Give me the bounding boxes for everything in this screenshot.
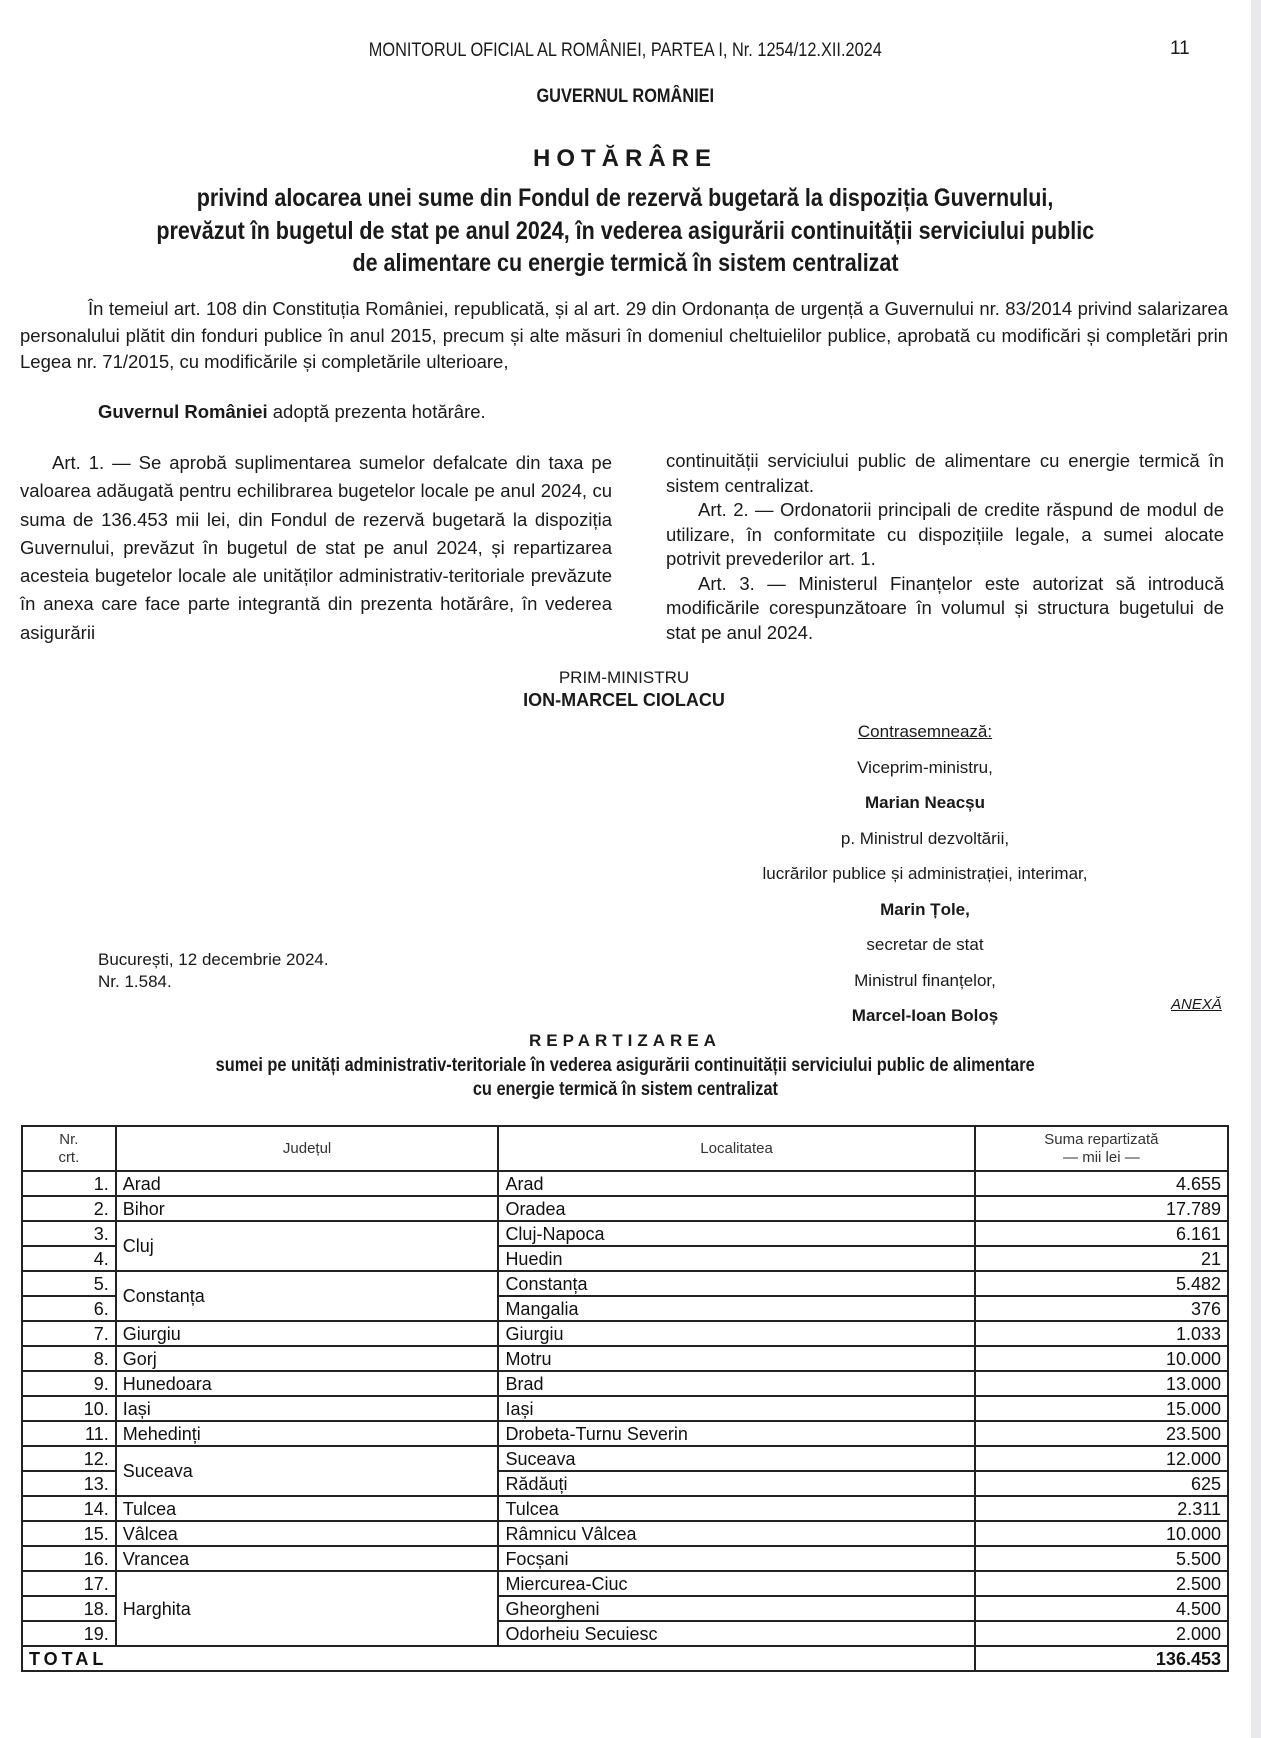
cell-sum: 2.311	[975, 1496, 1228, 1521]
cell-sum: 5.482	[975, 1271, 1228, 1296]
preamble-text: În temeiul art. 108 din Constituția României, republicată, și al art. 29 din Ordonanța de urgență a Guvernului nr. 83/2014 privind salarizarea personalului plătit din fonduri publice în anul 2015, precum și alte măsuri în domeniul cheltuielilor publice, aprobată cu modificări și completări prin Legea nr. 71/2015, cu modificările și completările ulterioare,	[20, 298, 1228, 372]
countersign-line: Ministrul finanțelor,	[854, 970, 996, 990]
cell-locality: Iași	[498, 1396, 974, 1421]
total-label: TOTAL	[22, 1646, 975, 1671]
page-edge-shadow	[1251, 0, 1261, 1738]
table-row	[22, 1521, 1228, 1546]
cell-nr: 6.	[22, 1296, 116, 1321]
document-number: Nr. 1.584.	[98, 972, 172, 991]
cell-locality: Odorheiu Secuiesc	[498, 1621, 974, 1646]
cell-sum: 12.000	[975, 1446, 1228, 1471]
countersign-line: Viceprim-ministru,	[857, 757, 993, 777]
title-line-2-text: prevăzut în bugetul de stat pe anul 2024, în vederea asigurării continuității serviciului public	[156, 217, 1094, 245]
cell-nr: 14.	[22, 1496, 116, 1521]
table-row	[22, 1396, 1228, 1421]
countersign-label: Contrasemnează:	[857, 722, 993, 741]
cell-sum: 10.000	[975, 1521, 1228, 1546]
column-header-county: Județul	[116, 1126, 499, 1171]
cell-nr: 8.	[22, 1346, 116, 1371]
cell-nr: 16.	[22, 1546, 116, 1571]
cell-nr: 5.	[22, 1271, 116, 1296]
cell-nr: 19.	[22, 1621, 116, 1646]
cell-locality: Mangalia	[498, 1296, 974, 1321]
table-row	[22, 1271, 1228, 1296]
table-total-row	[22, 1646, 1228, 1671]
article-1: Art. 1. — Se aprobă suplimentarea sumelor defalcate din taxa pe valoarea adăugată pentru echilibrarea bugetelor locale pe anul 2024, cu suma de 136.453 mii lei, din Fondul de rezervă bugetară la dispoziția Guvernului, prevăzut în bugetul de stat pe anul 2024, și repartizarea acesteia bugetelor locale ale unităților administrativ-teritoriale prevăzute în anexa care face parte integrantă din prezenta hotărâre, în vederea asigurării	[20, 452, 612, 643]
countersign-line: lucrărilor publice și administrației, interimar,	[762, 864, 1088, 883]
cell-nr: 11.	[22, 1421, 116, 1446]
adoption-text: adoptă prezenta hotărâre.	[267, 401, 486, 422]
column-header-nr-line1: Nr.	[59, 1130, 79, 1148]
countersign-name: Marcel-Ioan Boloș	[851, 1006, 999, 1025]
cell-locality: Huedin	[498, 1246, 974, 1271]
cell-county: Cluj	[116, 1221, 499, 1271]
cell-locality: Rădăuți	[498, 1471, 974, 1496]
cell-nr: 4.	[22, 1246, 116, 1271]
countersign-name: Marian Neacșu	[865, 793, 985, 812]
title-line-2	[0, 217, 1250, 246]
cell-locality: Gheorgheni	[498, 1596, 974, 1621]
cell-sum: 6.161	[975, 1221, 1228, 1246]
cell-sum: 376	[975, 1296, 1228, 1321]
table-row	[22, 1371, 1228, 1396]
table-row	[22, 1496, 1228, 1521]
cell-nr: 15.	[22, 1521, 116, 1546]
column-header-nr	[22, 1126, 116, 1171]
annex-title: REPARTIZAREA	[529, 1031, 721, 1050]
title-line-1	[0, 184, 1250, 213]
cell-county: Vrancea	[116, 1546, 499, 1571]
articles-left-column	[20, 449, 612, 647]
cell-nr: 7.	[22, 1321, 116, 1346]
cell-locality: Motru	[498, 1346, 974, 1371]
cell-sum: 4.655	[975, 1171, 1228, 1196]
cell-county: Iași	[116, 1396, 499, 1421]
cell-county: Bihor	[116, 1196, 499, 1221]
issuer	[0, 86, 1250, 108]
cell-locality: Drobeta-Turnu Severin	[498, 1421, 974, 1446]
cell-sum: 10.000	[975, 1346, 1228, 1371]
cell-county: Harghita	[116, 1571, 499, 1646]
pm-title: PRIM-MINISTRU	[558, 668, 690, 687]
cell-sum: 13.000	[975, 1371, 1228, 1396]
cell-locality: Suceava	[498, 1446, 974, 1471]
title-line-1-text: privind alocarea unei sume din Fondul de rezervă bugetară la dispoziția Guvernului,	[196, 184, 1054, 212]
cell-sum: 1.033	[975, 1321, 1228, 1346]
table-row	[22, 1546, 1228, 1571]
annex-subtitle-line-2	[0, 1079, 1250, 1101]
document-type: HOTĂRÂRE	[533, 145, 717, 172]
countersign-name: Marin Țole,	[880, 899, 970, 919]
column-header-sum-line2: — mii lei —	[1063, 1148, 1140, 1166]
table-header-row	[22, 1126, 1228, 1171]
cell-sum: 625	[975, 1471, 1228, 1496]
table-row	[22, 1421, 1228, 1446]
cell-locality: Cluj-Napoca	[498, 1221, 974, 1246]
cell-county: Arad	[116, 1171, 499, 1196]
pm-name: ION-MARCEL CIOLACU	[523, 690, 725, 710]
adoption-subject: Guvernul României	[98, 401, 268, 422]
cell-county: Giurgiu	[116, 1321, 499, 1346]
cell-locality: Oradea	[498, 1196, 974, 1221]
cell-nr: 9.	[22, 1371, 116, 1396]
column-header-sum-line1: Suma repartizată	[1044, 1130, 1159, 1148]
table-row	[22, 1346, 1228, 1371]
countersign-line: p. Ministrul dezvoltării,	[840, 828, 1010, 848]
cell-locality: Arad	[498, 1171, 974, 1196]
title-line-3	[0, 249, 1250, 278]
table-row	[22, 1221, 1228, 1246]
cell-county: Vâlcea	[116, 1521, 499, 1546]
allocation-table	[21, 1125, 1229, 1672]
cell-nr: 10.	[22, 1396, 116, 1421]
preamble	[20, 296, 1228, 376]
cell-county: Gorj	[116, 1346, 499, 1371]
article-3: Art. 3. — Ministerul Finanțelor este autorizat să introducă modificările corespunzătoare în volumul și structura bugetului de stat pe anul 2024.	[666, 572, 1224, 643]
cell-locality: Miercurea-Ciuc	[498, 1571, 974, 1596]
cell-county: Tulcea	[116, 1496, 499, 1521]
cell-sum: 17.789	[975, 1196, 1228, 1221]
annex-subtitle-line-2-text: cu energie termică în sistem centralizat	[472, 1079, 778, 1100]
title-line-3-text: de alimentare cu energie termică în sistem centralizat	[351, 249, 899, 277]
publication-header	[0, 40, 1250, 62]
cell-sum: 2.000	[975, 1621, 1228, 1646]
cell-locality: Brad	[498, 1371, 974, 1396]
annex-subtitle-line-1-text: sumei pe unități administrativ-teritoriale în vederea asigurării continuității serviciului public de alimentare	[215, 1055, 1035, 1076]
cell-nr: 12.	[22, 1446, 116, 1471]
cell-nr: 13.	[22, 1471, 116, 1496]
publication-title: MONITORUL OFICIAL AL ROMÂNIEI, PARTEA I, Nr. 1254/12.XII.2024	[368, 40, 882, 61]
annex-label: ANEXĂ	[1171, 996, 1222, 1013]
cell-sum: 4.500	[975, 1596, 1228, 1621]
cell-sum: 5.500	[975, 1546, 1228, 1571]
table-row	[22, 1446, 1228, 1471]
article-2: Art. 2. — Ordonatorii principali de credite răspund de modul de utilizare, în conformitate cu dispozițiile legale, a sumei alocate potrivit prevederilor art. 1.	[666, 499, 1224, 569]
page-number: 11	[1170, 38, 1190, 59]
table-row	[22, 1196, 1228, 1221]
column-header-nr-line2: crt.	[58, 1148, 80, 1166]
cell-county: Hunedoara	[116, 1371, 499, 1396]
cell-nr: 1.	[22, 1171, 116, 1196]
article-1-continued: continuității serviciului public de alimentare cu energie termică în sistem centralizat.	[666, 450, 1224, 496]
adoption-statement	[98, 401, 486, 423]
cell-locality: Giurgiu	[498, 1321, 974, 1346]
cell-county: Mehedinți	[116, 1421, 499, 1446]
annex-subtitle-line-1	[0, 1055, 1250, 1077]
issuer-text: GUVERNUL ROMÂNIEI	[536, 86, 714, 107]
cell-locality: Râmnicu Vâlcea	[498, 1521, 974, 1546]
column-header-sum	[975, 1126, 1228, 1171]
cell-locality: Constanța	[498, 1271, 974, 1296]
cell-nr: 18.	[22, 1596, 116, 1621]
column-header-locality: Localitatea	[498, 1126, 974, 1171]
countersign-line: secretar de stat	[866, 935, 984, 954]
table-row	[22, 1321, 1228, 1346]
total-value: 136.453	[975, 1646, 1228, 1671]
cell-sum: 2.500	[975, 1571, 1228, 1596]
cell-nr: 3.	[22, 1221, 116, 1246]
cell-county: Suceava	[116, 1446, 499, 1496]
cell-nr: 2.	[22, 1196, 116, 1221]
cell-locality: Focșani	[498, 1546, 974, 1571]
cell-locality: Tulcea	[498, 1496, 974, 1521]
countersign-block	[700, 714, 1150, 1034]
table-row	[22, 1571, 1228, 1596]
articles-right-column	[666, 449, 1224, 645]
place-date: București, 12 decembrie 2024.	[98, 950, 329, 969]
cell-county: Constanța	[116, 1271, 499, 1321]
cell-sum: 15.000	[975, 1396, 1228, 1421]
cell-nr: 17.	[22, 1571, 116, 1596]
table-row	[22, 1171, 1228, 1196]
cell-sum: 23.500	[975, 1421, 1228, 1446]
cell-sum: 21	[975, 1246, 1228, 1271]
